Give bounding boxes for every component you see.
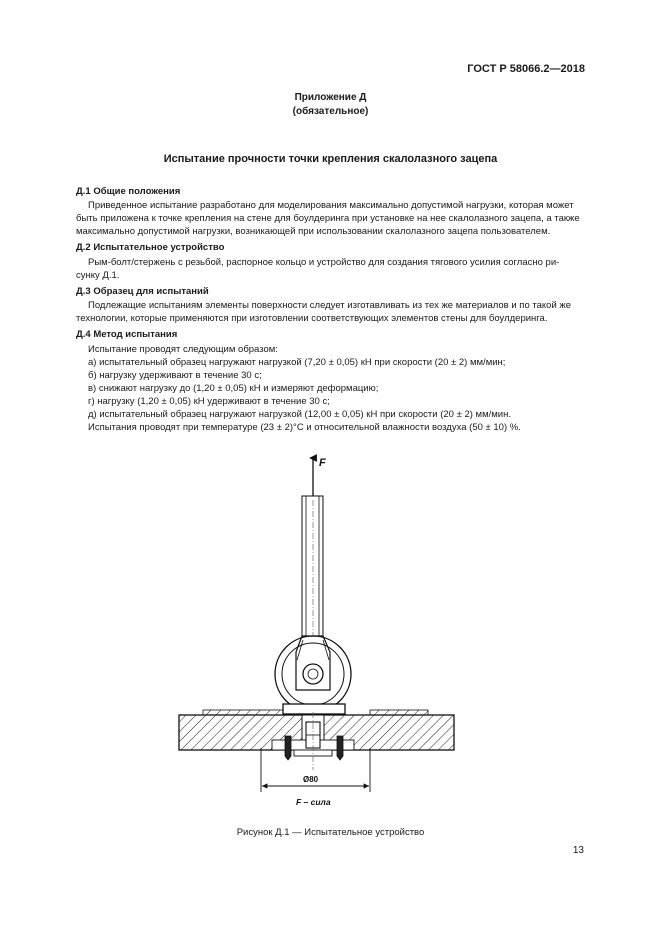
section-heading-general: Д.1 Общие положения [76,186,181,197]
section-heading-apparatus: Д.2 Испытательное устройство [76,242,225,253]
section-2-line: Рым-болт/стержень с резьбой, распорное кольцо и устройство для создания тягового усилия согласно ри- [88,257,560,268]
section-1-line: быть приложена к точке крепления на стене для боулдеринга при установке на нее скалолазного зацепа, а также [76,213,580,224]
section-3-line: технологии, которые применяются при изготовлении соответствующих элементов стены для боулдеринга. [76,313,548,324]
section-1-line: Приведенное испытание разработано для моделирования максимально допустимой нагрузки, которая может [88,200,574,211]
figure-caption: Рисунок Д.1 — Испытательное устройство [236,827,425,838]
spacer-ring [283,704,345,714]
appendix-status: (обязательное) [292,106,369,117]
page-number: 13 [572,845,584,856]
method-step: г) нагрузку (1,20 ± 0,05) кН удерживают в течение 30 с; [88,396,330,407]
wall-panel [179,710,454,770]
section-4-line: Испытание проводят следующим образом: [88,344,278,355]
figure-legend: F – сила [296,797,331,807]
method-step: в) снижают нагрузку до (1,20 ± 0,05) кН и измеряют деформацию; [88,383,379,394]
standard-number: ГОСТ Р 58066.2—2018 [467,63,585,75]
method-step: а) испытательный образец нагружают нагрузкой (7,20 ± 0,05) кН при скорости (20 ± 2) мм/мин; [88,357,506,368]
section-2-line: сунку Д.1. [76,270,120,281]
method-step: б) нагрузку удерживают в течение 30 с; [88,370,262,381]
diameter-label: Ø80 [303,775,319,784]
appendix-title: Приложение Д [294,92,367,103]
force-label: F [319,457,326,469]
threaded-rod [302,496,323,636]
document-title: Испытание прочности точки крепления скалолазного зацепа [163,153,498,165]
section-4-line: Испытания проводят при температуре (23 ± 2)°С и относительной влажности воздуха (50 ± 10) %. [88,422,521,433]
section-heading-specimen: Д.3 Образец для испытаний [76,286,209,297]
method-step: д) испытательный образец нагружают нагрузкой (12,00 ± 0,05) кН при скорости (20 ± 2) мм/мин. [88,409,511,420]
section-heading-method: Д.4 Метод испытания [76,329,178,340]
section-1-line: максимально допустимой нагрузки, возникающей при использовании скалолазного зацепа пользователем. [76,226,551,237]
section-3-line: Подлежащие испытаниям элементы поверхности следует изготавливать из тех же материалов и по такой же [88,300,572,311]
eye-bolt [275,636,351,712]
